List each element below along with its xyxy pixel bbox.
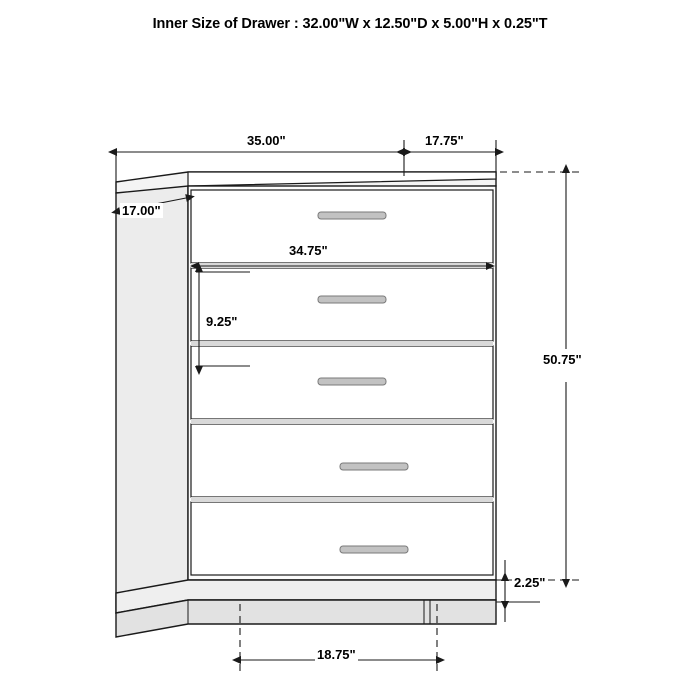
- drawer-handle-3: [318, 378, 386, 385]
- drawer-handle-1: [318, 212, 386, 219]
- dim-label-side-depth: 17.00": [122, 203, 161, 218]
- dim-label-top-depth: 17.75": [425, 133, 464, 148]
- chest-body: [116, 172, 496, 637]
- dim-label-total-height: 50.75": [543, 352, 582, 367]
- drawer-gap-3: [191, 419, 493, 424]
- page-title: Inner Size of Drawer : 32.00"W x 12.50"D x 5.00"H x 0.25"T: [152, 16, 548, 32]
- drawer-handle-5: [340, 546, 408, 553]
- chest-base-foot: [116, 600, 496, 637]
- drawer-gap-2: [191, 341, 493, 346]
- drawer-front-4: [191, 424, 493, 497]
- drawer-handle-2: [318, 296, 386, 303]
- drawer-front-1: [191, 190, 493, 263]
- dim-label-drawer-height: 9.25": [206, 314, 238, 329]
- dim-label-base-width: 18.75": [317, 647, 356, 662]
- chest-left-side-panel: [116, 186, 188, 613]
- dim-label-top-width: 35.00": [247, 133, 286, 148]
- dim-label-leg-height: 2.25": [514, 575, 546, 590]
- drawer-handle-4: [340, 463, 408, 470]
- drawer-front-2: [191, 268, 493, 341]
- drawer-gap-4: [191, 497, 493, 502]
- drawer-front-5: [191, 502, 493, 575]
- dim-label-drawer-width: 34.75": [289, 243, 328, 258]
